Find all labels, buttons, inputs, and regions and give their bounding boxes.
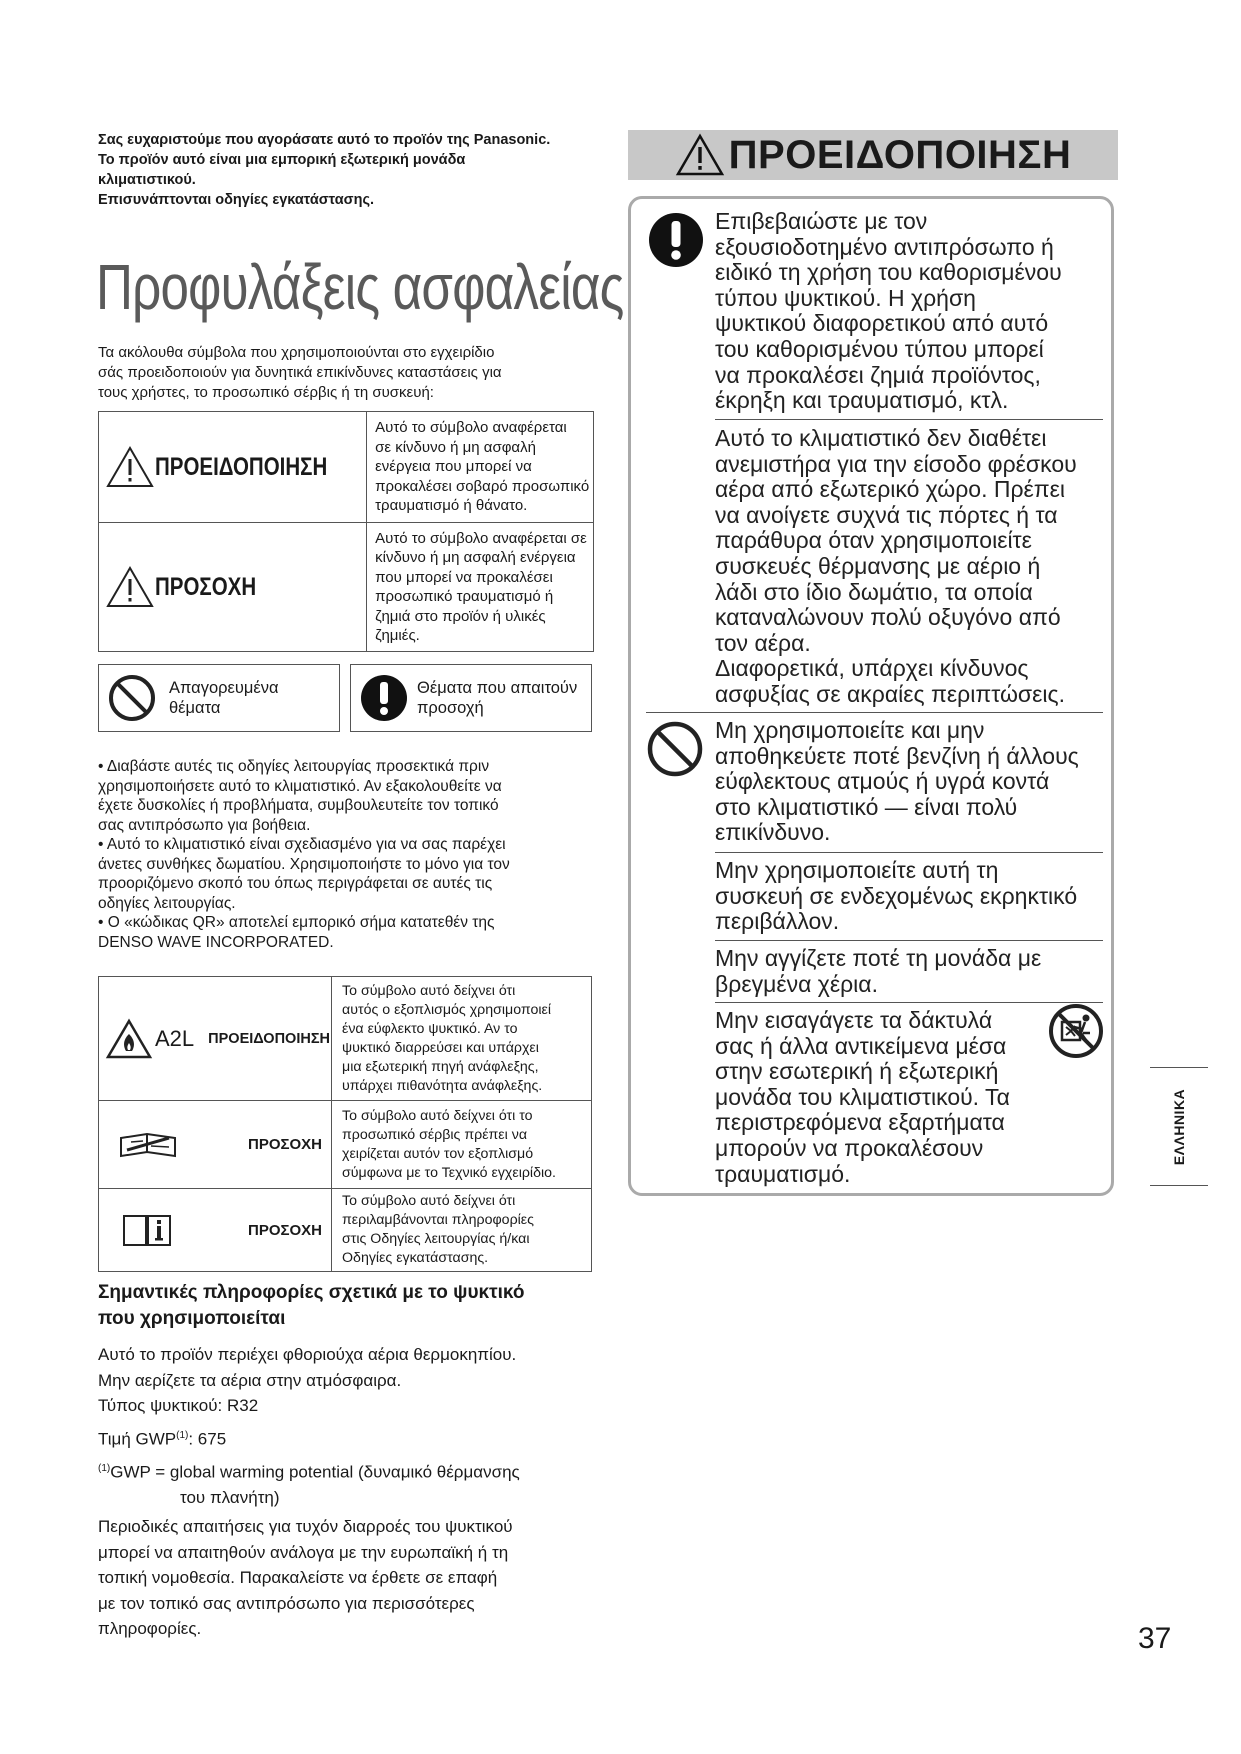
service-description: Το σύμβολο αυτό δείχνει ότι το προσωπικό σέρβις πρέπει να χειρίζεται αυτόν τον εξοπλισμό σύμφωνα με το Τεχνικό εγχειρίδιο.	[332, 1101, 592, 1189]
caution-label: ΠΡΟΣΟΧΗ	[155, 572, 257, 601]
warning-triangle-icon	[675, 133, 725, 177]
prohibited-legend: Απαγορευμένα θέματα	[98, 664, 340, 732]
info-manual-icon	[121, 1212, 173, 1248]
service-caution-label: ΠΡΟΣΟΧΗ	[248, 1136, 323, 1153]
warning-item: Μην εισαγάγετε τα δάκτυλά σας ή άλλα αντικείμενα μέσα στην εσωτερική ή εξωτερική μονάδα του κλιματιστικού. Τα περιστρεφόμενα εξαρτήματα μπορούν να προκαλέσουν τραυματισμό.	[715, 1007, 1010, 1187]
no-hands-in-fan-icon	[1048, 1003, 1104, 1059]
caution-description: Αυτό το σύμβολο αναφέρεται σε κίνδυνο ή μη ασφαλή ενέργεια που μπορεί να προκαλέσει προσωπικό τραυματισμό ή ζημιά στο προϊόν ή υλικές ζημιές.	[367, 523, 594, 652]
gwp-value: Τιμή GWP$^{(1)}$: 675	[98, 1429, 227, 1449]
warning-item: Αυτό το κλιματιστικό δεν διαθέτει ανεμιστήρα για την είσοδο φρέσκου αέρα από εξωτερικό χώρο. Πρέπει να ανοίγετε συχνά τις πόρτες ή τα παράθυρα όταν χρησιμοποιείτε συσκευές θέρμανσης με αέριο ή λάδι στο ίδιο δωμάτιο, τα οποία καταναλώνουν πολύ οξυγόνο από τον αέρα. Διαφορετικά, υπάρχει κίνδυνος ασφυξίας σε ακραίες περιπτώσεις.	[715, 425, 1077, 707]
page-number: 37	[1138, 1622, 1172, 1655]
flammable-warning-icon	[105, 1018, 153, 1060]
caution-triangle-icon	[105, 565, 155, 609]
divider	[715, 419, 1103, 420]
refrigerant-symbols-table: A2L ΠΡΟΕΙΔΟΠΟΙΗΣΗ Το σύμβολο αυτό δείχνει ότι αυτός ο εξοπλισμός χρησιμοποιεί ένα εύφλεκτο ψυκτικό. Αν το ψυκτικό διαρρεύσει και υπάρχει μια εξωτερική πηγή ανάφλεξης, υπάρχει πιθανότητα ανάφλεξης. ΠΡΟΣΟΧΗ Το σύμβολο αυτό δείχνει ότι το προσωπικό σέρβις πρέπει να χειρίζεται αυτόν τον εξοπλισμό σύμφωνα με το Τεχνικό εγχειρίδιο. ΠΡΟΣΟΧΗ Το σύμβολο αυτό δείχνει ότι περιλαμβάνονται πληροφορίες στις Οδηγίες λειτουργίας ή/και Οδηγίες εγκατάστασης.	[98, 976, 592, 1272]
language-tab: ΕΛΛΗΝΙΚΑ	[1150, 1067, 1208, 1186]
service-manual-icon	[117, 1128, 179, 1162]
warning-item: Μην χρησιμοποιείτε αυτή τη συσκευή σε ενδεχομένως εκρηκτικό περιβάλλον.	[715, 857, 1078, 935]
divider	[715, 1002, 1103, 1003]
warning-triangle-icon	[105, 445, 155, 489]
list-item: • Ο «κώδικας QR» αποτελεί εμπορικό σήμα κατατεθέν της DENSO WAVE INCORPORATED.	[98, 914, 495, 951]
prohibited-icon	[107, 673, 157, 723]
warning-item: Επιβεβαιώστε με τον εξουσιοδοτημένο αντιπρόσωπο ή ειδικό τη χρήση του καθορισμένου τύπου ψυκτικού. Η χρήση ψυκτικού διαφορετικού από αυτό του καθορισμένου τύπου μπορεί να προκαλέσει ζημιά προϊόντος, έκρηξη και τραυματισμό, κτλ.	[715, 208, 1062, 414]
divider	[646, 712, 1103, 713]
gwp-footnote: $^{(1)}$GWP = global warming potential (δυναμικό θέρμανσης	[98, 1462, 520, 1482]
warning-label: ΠΡΟΕΙΔΟΠΟΙΗΣΗ	[155, 452, 328, 481]
exclamation-icon	[359, 673, 409, 723]
warning-description: Αυτό το σύμβολο αναφέρεται σε κίνδυνο ή μη ασφαλή ενέργεια που μπορεί να προκαλέσει σοβαρό προσωπικό τραυματισμό ή θάνατο.	[367, 412, 594, 523]
attention-legend: Θέματα που απαιτούν προσοχή	[350, 664, 592, 732]
warning-header: ΠΡΟΕΙΔΟΠΟΙΗΣΗ	[628, 130, 1118, 180]
list-item: • Αυτό το κλιματιστικό είναι σχεδιασμένο για να σας παρέχει άνετες συνθήκες δωματίου. Χρησιμοποιήστε το μόνο για τον προοριζόμενο σκοπό του όπως περιγράφεται σε αυτές τις οδηγίες λειτουργίας.	[98, 836, 510, 912]
info-caution-label: ΠΡΟΣΟΧΗ	[248, 1221, 323, 1239]
exclamation-icon	[648, 212, 704, 268]
divider	[715, 940, 1103, 941]
refrigerant-heading: Σημαντικές πληροφορίες σχετικά με το ψυκτικό που χρησιμοποιείται	[98, 1282, 525, 1329]
symbols-intro: Τα ακόλουθα σύμβολα που χρησιμοποιούνται στο εγχειρίδιο σάς προειδοποιούν για δυνητικά επικίνδυνες καταστάσεις για τους χρήστες, το προσωπικό σέρβις ή τη συσκευή:	[98, 344, 502, 401]
list-item: • Διαβάστε αυτές τις οδηγίες λειτουργίας προσεκτικά πριν χρησιμοποιήσετε αυτό το κλιματιστικό. Αν εξακολουθείτε να έχετε δυσκολίες ή προβλήματα, συμβουλευτείτε τον τοπικό σας αντιπρόσωπο για βοήθεια.	[98, 758, 502, 834]
notes-list	[98, 757, 598, 952]
info-description: Το σύμβολο αυτό δείχνει ότι περιλαμβάνονται πληροφορίες στις Οδηγίες λειτουργίας ή/και Οδηγίες εγκατάστασης.	[332, 1189, 592, 1272]
warning-item: Μην αγγίζετε ποτέ τη μονάδα με βρεγμένα χέρια.	[715, 945, 1042, 997]
refrigerant-type: Τύπος ψυκτικού: R32	[98, 1396, 259, 1415]
refrigerant-info: Αυτό το προϊόν περιέχει φθοριούχα αέρια θερμοκηπίου. Μην αερίζετε τα αέρια στην ατμόσφαιρα. Τύπος ψυκτικού: R32 Τιμή GWP$^{(1)}$: 675 $^{(1)}$GWP = global warming potential (δυναμικό θέρμανσης του πλανήτη) Περιοδικές απαιτήσεις για τυχόν διαρροές του ψυκτικού μπορεί να απαιτηθούν ανάλογα με την ευρωπαϊκή ή τη τοπική νομοθεσία. Παρακαλείστε να έρθετε σε επαφή με τον τοπικό σας αντιπρόσωπο για περισσότερες πληροφορίες.	[98, 1342, 618, 1642]
warning-item: Μη χρησιμοποιείτε και μην αποθηκεύετε ποτέ βενζίνη ή άλλους εύφλεκτους ατμούς ή υγρά κοντά στο κλιματιστικό — είναι πολύ επικίνδυνο.	[715, 717, 1079, 846]
prohibited-icon	[646, 720, 704, 778]
page-title: Προφυλάξεις ασφαλείας	[96, 251, 624, 323]
divider	[715, 852, 1103, 853]
intro-text: Σας ευχαριστούμε που αγοράσατε αυτό το προϊόν της Panasonic. Το προϊόν αυτό είναι μια εμπορική εξωτερική μονάδα κλιματιστικού. Επισυνάπτονται οδηγίες εγκατάστασης.	[98, 132, 551, 208]
a2l-label: A2L	[155, 1025, 195, 1051]
a2l-description: Το σύμβολο αυτό δείχνει ότι αυτός ο εξοπλισμός χρησιμοποιεί ένα εύφλεκτο ψυκτικό. Αν το ψυκτικό διαρρεύσει και υπάρχει μια εξωτερική πηγή ανάφλεξης, υπάρχει πιθανότητα ανάφλεξης.	[332, 977, 592, 1101]
symbols-table	[98, 411, 594, 652]
